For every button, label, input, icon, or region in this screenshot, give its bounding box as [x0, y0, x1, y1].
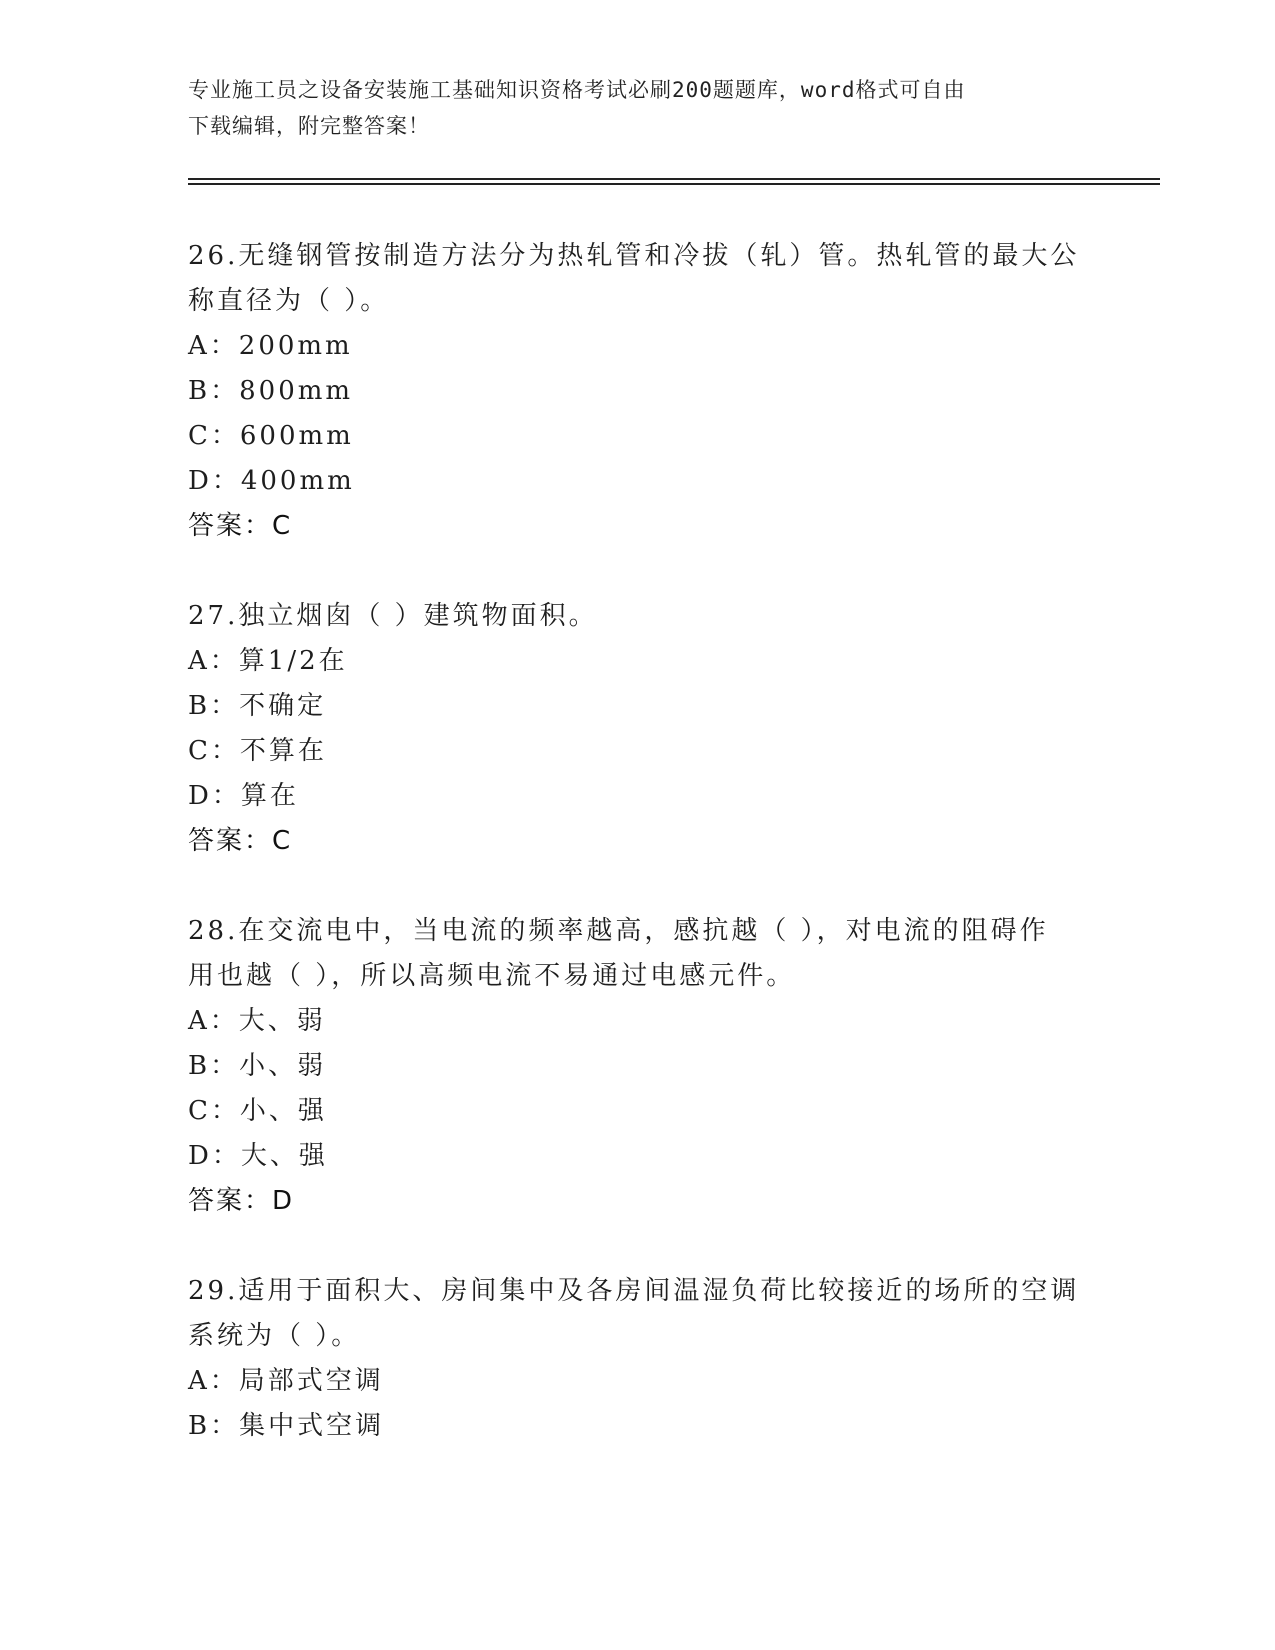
header-divider-top: [188, 178, 1160, 180]
question-29-stem-line-2: 系统为（ ）。: [188, 1321, 361, 1351]
question-28-stem-line-1: 28.在交流电中，当电流的频率越高，感抗越（ ），对电流的阻碍作: [188, 916, 1049, 946]
question-27-option-a: A：算1/2在: [188, 646, 348, 676]
question-28-option-a: A：大、弱: [188, 1006, 326, 1036]
question-27-answer: 答案：C: [188, 826, 293, 856]
question-26-answer: 答案：C: [188, 511, 293, 541]
question-28-option-d: D：大、强: [188, 1141, 328, 1171]
question-27-option-d: D：算在: [188, 781, 299, 811]
question-29-stem-line-1: 29.适用于面积大、房间集中及各房间温湿负荷比较接近的场所的空调: [188, 1276, 1080, 1306]
question-28-option-c: C：小、强: [188, 1096, 327, 1126]
question-26-option-b: B：800mm: [188, 376, 354, 406]
question-28-answer: 答案：D: [188, 1186, 295, 1216]
header-line-1: 专业施工员之设备安装施工基础知识资格考试必刷200题题库，word格式可自由: [188, 78, 966, 102]
question-27-option-c: C：不算在: [188, 736, 327, 766]
question-27-stem-line-1: 27.独立烟囱（ ）建筑物面积。: [188, 601, 598, 631]
question-26-stem-line-2: 称直径为（ ）。: [188, 286, 390, 316]
document-header: [188, 72, 1088, 144]
question-26-option-d: D：400mm: [188, 466, 355, 496]
question-26-stem-line-1: 26.无缝钢管按制造方法分为热轧管和冷拔（轧）管。热轧管的最大公: [188, 241, 1080, 271]
question-29-option-b: B：集中式空调: [188, 1411, 385, 1441]
header-line-2: 下载编辑，附完整答案！: [188, 114, 430, 138]
header-divider-bottom: [188, 183, 1160, 185]
question-28-option-b: B：小、弱: [188, 1051, 327, 1081]
question-26-option-a: A：200mm: [188, 331, 353, 361]
question-29-option-a: A：局部式空调: [188, 1366, 384, 1396]
question-28-stem-line-2: 用也越（ ），所以高频电流不易通过电感元件。: [188, 961, 796, 991]
question-26-option-c: C：600mm: [188, 421, 354, 451]
question-27-option-b: B：不确定: [188, 691, 327, 721]
